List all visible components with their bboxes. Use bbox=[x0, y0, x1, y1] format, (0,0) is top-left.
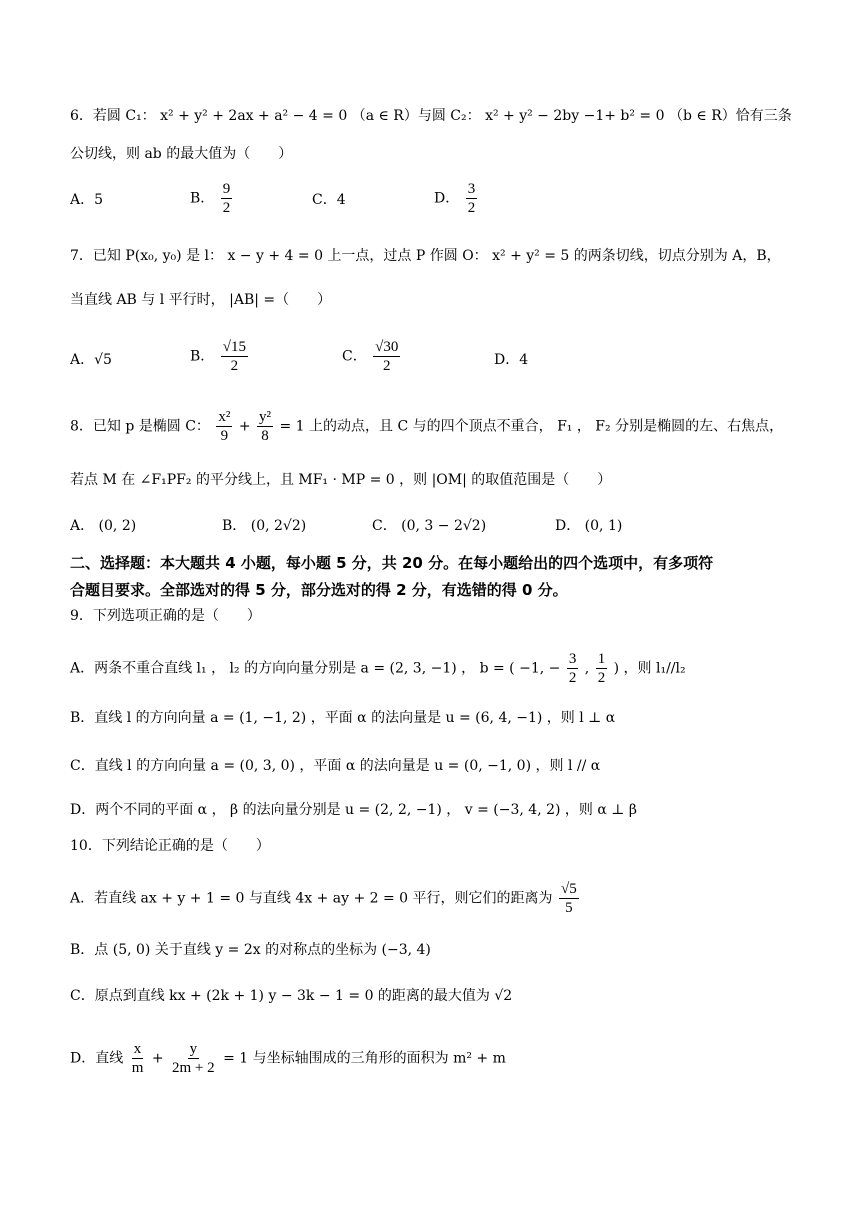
q6-stem-line1: 6．若圆 C₁： x² + y² + 2ax + a² − 4 = 0 （a ∈ R）与圆 C₂： x² + y² − 2by −1+ b² = 0 （b ∈ R）恰有三条 bbox=[70, 108, 792, 124]
q6-d-den: 2 bbox=[467, 200, 476, 216]
q10-d-frac2-den: 2m + 2 bbox=[172, 1060, 215, 1076]
q7-option-c-label: C． bbox=[342, 348, 367, 365]
q8-stem-prefix: 8．已知 p 是椭圆 C： bbox=[70, 418, 210, 435]
q7-option-b-fraction bbox=[221, 338, 248, 375]
q7-c-num: √30 bbox=[375, 339, 399, 355]
q10-d-prefix: D．直线 bbox=[70, 1050, 124, 1067]
q10-option-b: B．点 (5, 0) 关于直线 y = 2x 的对称点的坐标为 (−3, 4) bbox=[70, 942, 431, 958]
q7-c-den: 2 bbox=[383, 358, 391, 374]
q8-option-d: D． (0, 1) bbox=[555, 518, 623, 534]
q6-d-num: 3 bbox=[467, 181, 476, 197]
q8-frac-y bbox=[257, 408, 273, 445]
q7-stem-line1: 7．已知 P(x₀, y₀) 是 l： x − y + 4 = 0 上一点，过点 P 作圆 O： x² + y² = 5 的两条切线，切点分别为 A，B， bbox=[70, 248, 781, 264]
q6-b-num: 9 bbox=[222, 181, 231, 197]
q9-a-frac2-den: 2 bbox=[597, 670, 606, 686]
q7-b-den: 2 bbox=[230, 358, 239, 374]
q6-b-den: 2 bbox=[222, 200, 231, 216]
q10-option-a bbox=[70, 880, 581, 917]
section2-heading-line2: 合题目要求。全部选对的得 5 分，部分选对的得 2 分，有选错的得 0 分。 bbox=[70, 581, 568, 599]
q10-stem: 10．下列结论正确的是（ ） bbox=[70, 838, 270, 854]
q8-stem-suffix: = 1 上的动点，且 C 与的四个顶点不重合， F₁ ， F₂ 分别是椭圆的左、右焦点， bbox=[279, 418, 784, 435]
q10-d-frac2-num: y bbox=[189, 1041, 198, 1057]
q8-frac-x-num: x² bbox=[218, 409, 231, 425]
q7-option-b bbox=[190, 338, 250, 375]
q9-option-c: C．直线 l 的方向向量 a = (0, 3, 0) ，平面 α 的法向量是 u = (0, −1, 0) ，则 l // α bbox=[70, 758, 601, 774]
q8-stem-line1 bbox=[70, 408, 783, 445]
q10-a-frac-num: √5 bbox=[561, 881, 577, 897]
q9-a-frac2 bbox=[596, 650, 608, 687]
q10-d-suffix: = 1 与坐标轴围成的三角形的面积为 m² + m bbox=[223, 1050, 506, 1067]
q7-stem-line2: 当直线 AB 与 l 平行时， |AB| =（ ） bbox=[70, 292, 332, 308]
section2-heading-line1: 二、选择题：本大题共 4 小题，每小题 5 分，共 20 分。在每小题给出的四个选项中，有多项符 bbox=[70, 554, 714, 572]
q10-d-frac1-den: m bbox=[131, 1060, 144, 1076]
q9-a-comma: , bbox=[584, 660, 590, 677]
q6-option-a: A．5 bbox=[70, 192, 104, 208]
q9-a-frac1-num: 3 bbox=[568, 651, 577, 667]
q10-a-text: A．若直线 ax + y + 1 = 0 与直线 4x + ay + 2 = 0 平行，则它们的距离为 bbox=[70, 890, 553, 907]
q6-stem-line2: 公切线，则 ab 的最大值为（ ） bbox=[70, 146, 293, 162]
q7-option-c bbox=[342, 338, 402, 375]
q8-frac-x bbox=[216, 408, 232, 445]
q7-option-c-fraction bbox=[373, 338, 400, 375]
q8-plus: + bbox=[238, 418, 251, 435]
q9-a-suffix: ) ，则 l₁//l₂ bbox=[613, 660, 686, 677]
q9-option-b: B．直线 l 的方向向量 a = (1, −1, 2) ，平面 α 的法向量是 u = (6, 4, −1) ，则 l ⊥ α bbox=[70, 710, 616, 726]
q8-frac-x-den: 9 bbox=[220, 428, 229, 444]
q7-option-d: D．4 bbox=[494, 352, 529, 368]
q6-option-d-label: D． bbox=[434, 190, 460, 207]
q10-a-frac bbox=[559, 880, 579, 917]
q6-option-d-fraction bbox=[466, 180, 478, 217]
q10-option-c: C．原点到直线 kx + (2k + 1) y − 3k − 1 = 0 的距离的最大值为 √2 bbox=[70, 988, 513, 1004]
q8-option-a: A． (0, 2) bbox=[70, 518, 137, 534]
q10-d-frac2 bbox=[170, 1040, 217, 1077]
q8-frac-y-den: 8 bbox=[261, 428, 269, 444]
q7-option-a: A．√5 bbox=[70, 352, 112, 368]
q6-option-c: C．4 bbox=[312, 192, 346, 208]
q10-d-frac1 bbox=[130, 1040, 146, 1077]
q9-stem: 9．下列选项正确的是（ ） bbox=[70, 608, 261, 624]
q9-a-prefix: A．两条不重合直线 l₁ ， l₂ 的方向向量分别是 a = (2, 3, −1) ， b = ( −1, − bbox=[70, 660, 561, 677]
q6-option-b-label: B． bbox=[190, 190, 215, 207]
q8-option-c: C． (0, 3 − 2√2) bbox=[372, 518, 487, 534]
q9-a-frac2-num: 1 bbox=[597, 651, 606, 667]
q9-option-a bbox=[70, 650, 686, 687]
q6-option-d bbox=[434, 180, 479, 217]
q9-a-frac1 bbox=[567, 650, 579, 687]
q10-option-d bbox=[70, 1040, 506, 1077]
q8-frac-y-num: y² bbox=[259, 409, 272, 425]
q9-a-frac1-den: 2 bbox=[568, 670, 577, 686]
q7-b-num: √15 bbox=[222, 339, 246, 355]
q6-option-b bbox=[190, 180, 234, 217]
q9-option-d: D．两个不同的平面 α ， β 的法向量分别是 u = (2, 2, −1) ， v = (−3, 4, 2) ，则 α ⊥ β bbox=[70, 802, 637, 818]
q10-a-frac-den: 5 bbox=[565, 900, 573, 916]
q8-stem-line2: 若点 M 在 ∠F₁PF₂ 的平分线上，且 MF₁ · MP = 0 ，则 |OM| 的取值范围是（ ） bbox=[70, 472, 612, 488]
q7-option-b-label: B． bbox=[190, 348, 215, 365]
q6-option-b-fraction bbox=[221, 180, 233, 217]
q10-d-frac1-num: x bbox=[133, 1041, 142, 1057]
q10-d-plus: + bbox=[151, 1050, 164, 1067]
q8-option-b: B． (0, 2√2) bbox=[222, 518, 307, 534]
